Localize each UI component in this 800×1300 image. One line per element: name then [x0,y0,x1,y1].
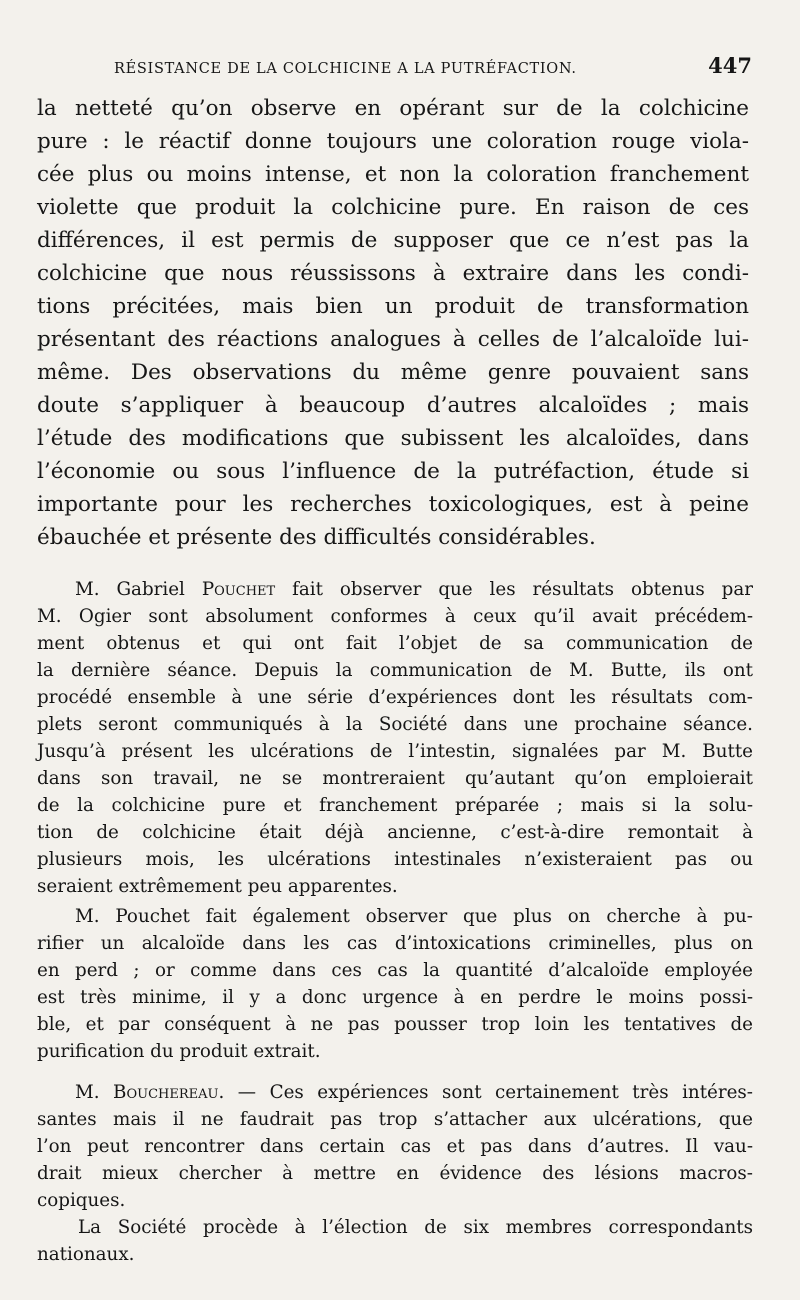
text-line: en perd ; or comme dans ces cas la quantité d’alcaloïde employée [37,960,753,981]
text-line: doute s’appliquer à beaucoup d’autres alcaloïdes ; mais [37,393,749,418]
text-line: ble, et par conséquent à ne pas pousser trop loin les tentatives de [37,1014,753,1035]
text-line: est très minime, il y a donc urgence à en perdre le moins possi- [37,987,753,1008]
text-line: procédé ensemble à une série d’expériences dont les résultats com- [37,687,753,708]
text-line: La Société procède à l’élection de six membres correspondants [78,1217,753,1238]
text-line: M. Ogier sont absolument conformes à ceux qu’il avait précédem- [37,606,753,627]
text-line: santes mais il ne faudrait pas trop s’attacher aux ulcérations, que [37,1109,753,1130]
text-line: l’étude des modifications que subissent les alcaloïdes, dans [37,426,749,451]
text-line: seraient extrêmement peu apparentes. [37,876,398,897]
text-line: M. Bouchereau. — Ces expériences sont certainement très intéres- [75,1082,753,1103]
text-line: la dernière séance. Depuis la communication de M. Butte, ils ont [37,660,753,681]
text-line: tions précitées, mais bien un produit de transformation [37,294,749,319]
text-line: Jusqu’à présent les ulcérations de l’intestin, signalées par M. Butte [37,741,753,762]
text-line: drait mieux chercher à mettre en évidence des lésions macros- [37,1163,753,1184]
running-title: RÉSISTANCE DE LA COLCHICINE A LA PUTRÉFACTION. [114,61,577,77]
text-line: l’économie ou sous l’influence de la putréfaction, étude si [37,459,749,484]
speaker-name: Bouchereau [113,1082,219,1103]
text-line: M. Pouchet fait également observer que plus on cherche à pu- [75,906,753,927]
text-line: de la colchicine pure et franchement préparée ; mais si la solu- [37,795,753,816]
text-line: différences, il est permis de supposer que ce n’est pas la [37,228,749,253]
text-line: violette que produit la colchicine pure. En raison de ces [37,195,749,220]
text-line: l’on peut rencontrer dans certain cas et pas dans d’autres. Il vau- [37,1136,753,1157]
text-line: pure : le réactif donne toujours une coloration rouge viola- [37,129,749,154]
text-line: colchicine que nous réussissons à extraire dans les condi- [37,261,749,286]
text-line: plets seront communiqués à la Société dans une prochaine séance. [37,714,753,735]
text-line: ment obtenus et qui ont fait l’objet de sa communication de [37,633,753,654]
text-line: plusieurs mois, les ulcérations intestinales n’existeraient pas ou [37,849,753,870]
text-line: présentant des réactions analogues à celles de l’alcaloïde lui- [37,327,749,352]
text-line: M. Gabriel Pouchet fait observer que les résultats obtenus par [75,579,754,600]
text-line: rifier un alcaloïde dans les cas d’intoxications criminelles, plus on [37,933,753,954]
text-line: importante pour les recherches toxicologiques, est à peine [37,492,749,517]
speaker-name: Pouchet [201,579,276,600]
text-line: dans son travail, ne se montreraient qu’autant qu’on emploierait [37,768,753,789]
text-line: purification du produit extrait. [37,1041,321,1062]
text-line: même. Des observations du même genre pouvaient sans [37,360,749,385]
text-line: la netteté qu’on observe en opérant sur de la colchicine [37,96,749,121]
text-line: copiques. [37,1190,126,1211]
text-line: tion de colchicine était déjà ancienne, c’est-à-dire remontait à [37,822,753,843]
text-line: nationaux. [37,1244,135,1265]
text-line: ébauchée et présente des difficultés considérables. [37,525,596,550]
page-number: 447 [708,53,752,78]
text-line: cée plus ou moins intense, et non la coloration franchement [37,162,749,187]
